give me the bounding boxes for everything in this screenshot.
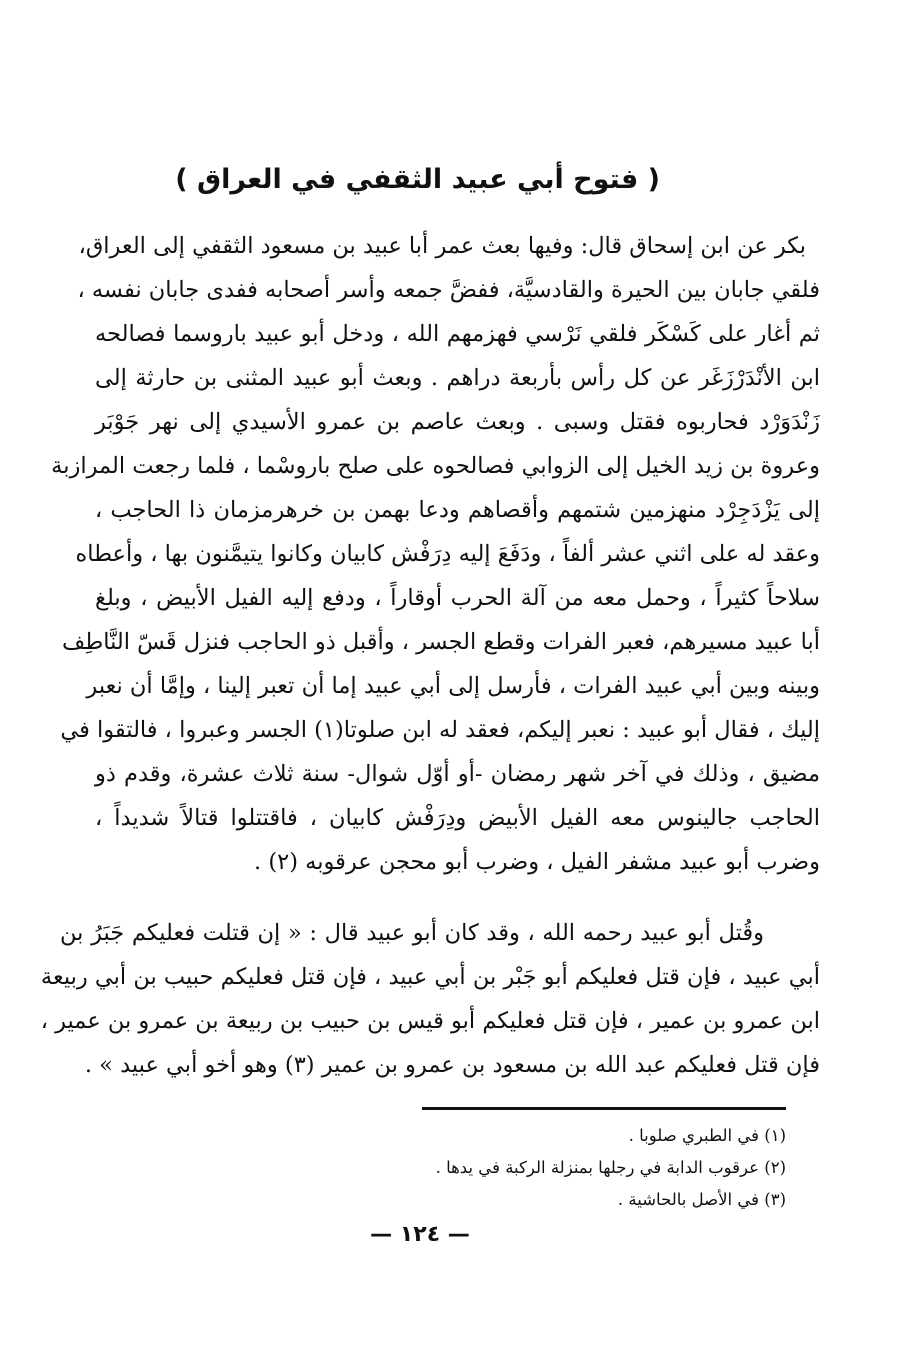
main-paragraph <box>51 224 820 884</box>
text-line: وعروة بن زيد الخيل إلى الزوابي فصالحوه على صلح باروسْما ، فلما رجعت المرازبة <box>51 453 820 479</box>
chapter-title: ( فتوح أبي عبيد الثقفي في العراق ) <box>175 164 660 195</box>
footnote: (٣) في الأصل بالحاشية . <box>617 1190 786 1209</box>
text-line: وبينه وبين أبي عبيد الفرات ، فأرسل إلى أبي عبيد إما أن تعبر إلينا ، وإمَّا أن نعبر <box>86 673 820 699</box>
text-line: زَنْدَوَرْد فحاربوه فقتل وسبى . وبعث عاصم بن عمرو الأسيدي إلى نهر جَوْبَر <box>95 409 820 435</box>
text-line: ثم أغار على كَسْكَر فلقي نَرْسي فهزمهم الله ، ودخل أبو عبيد باروسما فصالحه <box>95 321 820 347</box>
text-line: الحاجب جالينوس معه الفيل الأبيض ودِرَفْش كابيان ، فاقتتلوا قتالاً شديداً ، <box>95 805 820 831</box>
text-line: مضيق ، وذلك في آخر شهر رمضان -أو أوّل شوال- سنة ثلاث عشرة، وقدم ذو <box>95 761 820 787</box>
text-line: وقُتل أبو عبيد رحمه الله ، وقد كان أبو عبيد قال : « إن قتلت فعليكم جَبَرُ بن <box>60 920 764 946</box>
text-line: فإن قتل فعليكم عبد الله بن مسعود بن عمرو بن عمير (٣) وهو أخو أبي عبيد » . <box>84 1052 820 1078</box>
text-line: وعقد له على اثني عشر ألفاً ، ودَفَعَ إليه دِرَفْش كابيان وكانوا يتيمَّنون بها ، وأعطاه <box>75 541 820 567</box>
text-line: أبي عبيد ، فإن قتل فعليكم أبو جَبْر بن أبي عبيد ، فإن قتل فعليكم حبيب بن أبي ربيعة <box>40 964 820 990</box>
text-line: أبا عبيد مسيرهم، فعبر الفرات وقطع الجسر ، وأقبل ذو الحاجب فنزل قَسّ النَّاطِف <box>62 629 820 655</box>
footnotes <box>360 1120 786 1216</box>
page-number: — ١٢٤ — <box>370 1222 470 1247</box>
text-line: فلقي جابان بين الحيرة والقادسيَّة، ففضَّ جمعه وأسر أصحابه ففدى جابان نفسه ، <box>77 277 820 303</box>
text-line: وضرب أبو عبيد مشفر الفيل ، وضرب أبو محجن عرقوبه (٢) . <box>254 849 820 875</box>
text-line: إلى يَزْدَجِرْد منهزمين شتمهم وأقصاهم ودعا بهمن بن خرهرمزمان ذا الحاجب ، <box>95 497 820 523</box>
text-line: بكر عن ابن إسحاق قال: وفيها بعث عمر أبا عبيد بن مسعود الثقفي إلى العراق، <box>78 233 806 259</box>
footnote: (٢) عرقوب الدابة في رجلها بمنزلة الركبة في يدها . <box>435 1158 786 1177</box>
second-paragraph <box>40 911 820 1087</box>
text-line: ابن الأنْدَرْزَغَر عن كل رأس بأربعة دراهم . وبعث أبو عبيد المثنى بن حارثة إلى <box>95 365 820 391</box>
text-line: ابن عمرو بن عمير ، فإن قتل فعليكم أبو قيس بن حبيب بن ربيعة بن عمرو بن عمير ، <box>40 1008 820 1034</box>
text-line: سلاحاً كثيراً ، وحمل معه من آلة الحرب أوقاراً ، ودفع إليه الفيل الأبيض ، وبلغ <box>95 585 820 611</box>
footnote: (١) في الطبري صلوبا . <box>628 1126 786 1145</box>
text-line: إليك ، فقال أبو عبيد : نعبر إليكم، فعقد له ابن صلوتا(١) الجسر وعبروا ، فالتقوا في <box>60 717 820 743</box>
footnote-divider <box>422 1107 786 1110</box>
